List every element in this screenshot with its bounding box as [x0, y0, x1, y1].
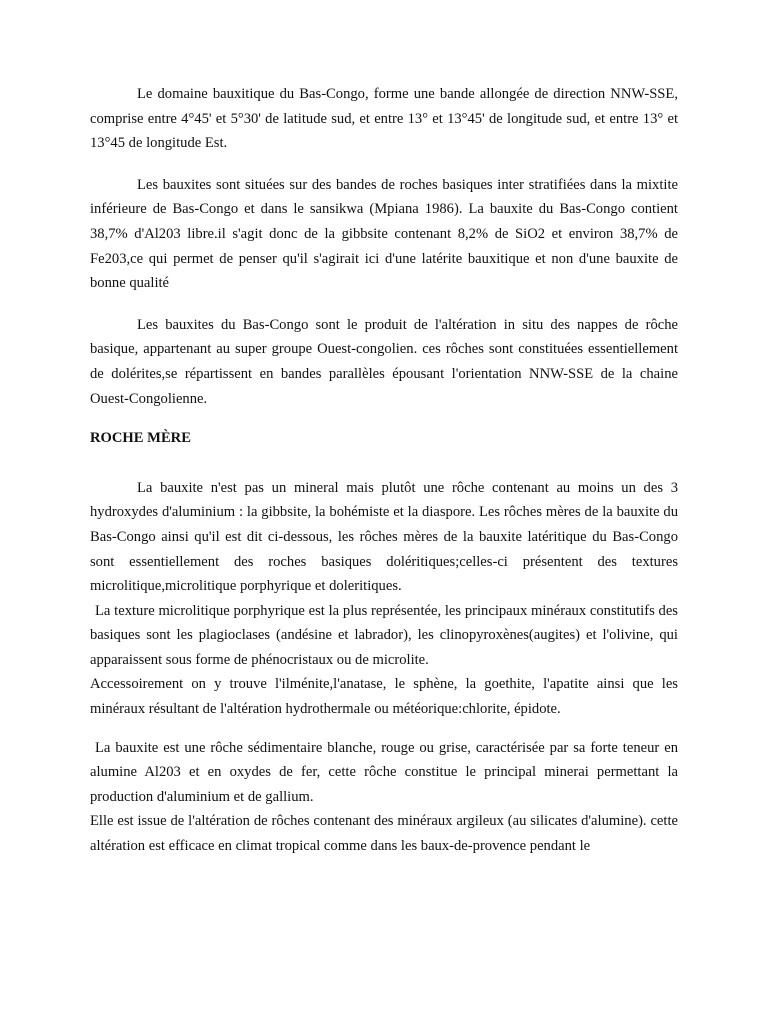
paragraph-domain: Le domaine bauxitique du Bas-Congo, forme une bande allongée de direction NNW-SSE, comprise entre 4°45' et 5°30' de latitude sud, et entre 13° et 13°45' de longitude sud, et entre 13° et 13°45 de longitude Est.: [90, 86, 678, 152]
paragraph-texture: La texture microlitique porphyrique est la plus représentée, les principaux minéraux constitutifs des basiques sont les plagioclases (andésine et labrador), les clinopyroxènes(augites) et l'olivine, qui apparaissent sous forme de phénocristaux ou de microlite.: [90, 602, 678, 668]
paragraph-alteration: Elle est issue de l'altération de rôches contenant des minéraux argileux (au silicates d'alumine). cette altération est efficace en climat tropical comme dans les baux-de-provence pendant le: [90, 813, 678, 855]
paragraph-bauxite-location: Les bauxites sont situées sur des bandes de roches basiques inter stratifiées dans la mixtite inférieure de Bas-Congo et dans le sansikwa (Mpiana 1986). La bauxite du Bas-Congo contient 38,7% d'Al203 libre.il s'agit donc de la gibbsite contenant 8,2% de SiO2 et environ 38,7% de Fe203,ce qui permet de penser qu'il s'agirait ici d'une latérite bauxitique et non d'une bauxite de bonne qualité: [90, 176, 678, 292]
section-heading-roche-mere: ROCHE MÈRE: [90, 430, 191, 447]
paragraph-bauxite-origin: Les bauxites du Bas-Congo sont le produit de l'altération in situ des nappes de rôche basique, appartenant au super groupe Ouest-congolien. ces rôches sont constituées essentiellement de dolérites,se répartissent en bandes parallèles épousant l'orientation NNW-SSE de la chaine Ouest-Congolienne.: [90, 316, 678, 407]
document-body: [90, 82, 678, 859]
paragraph-mineral-definition: La bauxite n'est pas un mineral mais plutôt une rôche contenant au moins un des 3 hydroxydes d'aluminium : la gibbsite, la bohémiste et la diaspore. Les rôches mères de la bauxite du Bas-Congo ainsi qu'il est dit ci-dessous, les rôches mères de la bauxite latéritique du Bas-Congo sont essentiellement des roches basiques doléritiques;celles-ci présentent des textures microlitique,microlitique porphyrique et doleritiques.: [90, 479, 678, 595]
paragraph-sedimentary-rock: La bauxite est une rôche sédimentaire blanche, rouge ou grise, caractérisée par sa forte teneur en alumine Al203 et en oxydes de fer, cette rôche constitue le principal minerai permettant la production d'aluminium et de gallium.: [90, 739, 678, 805]
paragraph-accessory-minerals: Accessoirement on y trouve l'ilménite,l'anatase, le sphène, la goethite, l'apatite ainsi que les minéraux résultant de l'altération hydrothermale ou météorique:chlorite, épidote.: [90, 676, 678, 718]
